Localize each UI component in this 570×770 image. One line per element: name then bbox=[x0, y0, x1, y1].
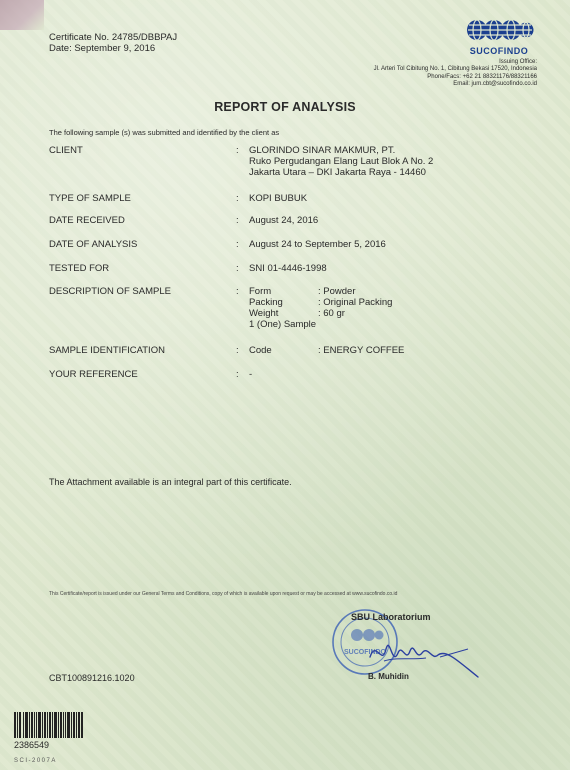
description-colon: : bbox=[236, 286, 239, 297]
date-received-colon: : bbox=[236, 215, 239, 226]
date-received-label: DATE RECEIVED bbox=[49, 215, 125, 226]
tested-for-colon: : bbox=[236, 263, 239, 274]
office-phone: Phone/Facs: +62 21 88321176/88321166 bbox=[427, 73, 537, 80]
client-label: CLIENT bbox=[49, 145, 83, 156]
code-label: Code bbox=[249, 345, 272, 356]
security-seal-corner bbox=[0, 0, 44, 30]
date-of-analysis-value: August 24 to September 5, 2016 bbox=[249, 239, 386, 250]
type-of-sample-colon: : bbox=[236, 193, 239, 204]
client-value bbox=[249, 145, 433, 178]
stamp-text: SUCOFINDO bbox=[344, 649, 386, 656]
sucofindo-globe-logo-icon bbox=[466, 16, 534, 44]
client-name: GLORINDO SINAR MAKMUR, PT. bbox=[249, 145, 396, 156]
date-of-analysis-colon: : bbox=[236, 239, 239, 250]
type-of-sample-label: TYPE OF SAMPLE bbox=[49, 193, 131, 204]
description-label: DESCRIPTION OF SAMPLE bbox=[49, 286, 171, 297]
logo-text: SUCOFINDO bbox=[469, 46, 529, 56]
date-of-analysis-label: DATE OF ANALYSIS bbox=[49, 239, 138, 250]
office-address: Jl. Arteri Tol Cibitung No. 1, Cibitung Bekasi 17520, Indonesia bbox=[373, 66, 537, 73]
form-label: Form bbox=[249, 286, 272, 297]
client-colon: : bbox=[236, 145, 239, 156]
certificate-date: Date: September 9, 2016 bbox=[49, 43, 156, 54]
client-address-2: Jakarta Utara – DKI Jakarta Raya - 14460 bbox=[249, 167, 426, 178]
tested-for-value: SNI 01-4446-1998 bbox=[249, 263, 327, 274]
your-reference-colon: : bbox=[236, 369, 239, 380]
your-reference-label: YOUR REFERENCE bbox=[49, 369, 138, 380]
signer-name: B. Muhidin bbox=[368, 672, 409, 681]
tested-for-label: TESTED FOR bbox=[49, 263, 110, 274]
issuing-office-line: Issuing Office: bbox=[499, 59, 537, 65]
sample-identification-label: SAMPLE IDENTIFICATION bbox=[49, 345, 165, 356]
weight-label: Weight bbox=[249, 308, 279, 319]
terms-note: This Certificate/report is issued under our General Terms and Conditions, copy of which is available upon request or may be accessed at www.sucofindo.co.id bbox=[49, 591, 398, 597]
sample-count: 1 (One) Sample bbox=[249, 319, 317, 330]
date-received-value: August 24, 2016 bbox=[249, 215, 319, 226]
attachment-note: The Attachment available is an integral part of this certificate. bbox=[49, 477, 292, 487]
weight-value: : 60 gr bbox=[318, 308, 345, 319]
reference-code: CBT100891216.1020 bbox=[49, 673, 135, 683]
report-title: REPORT OF ANALYSIS bbox=[214, 100, 356, 114]
your-reference-value: - bbox=[249, 369, 253, 380]
certificate-number: Certificate No. 24785/DBBPAJ bbox=[49, 32, 178, 43]
packing-label: Packing bbox=[249, 297, 283, 308]
report-intro: The following sample (s) was submitted and identified by the client as bbox=[49, 128, 280, 137]
form-value: : Powder bbox=[318, 286, 356, 297]
office-email: Email: jum.cbt@sucofindo.co.id bbox=[453, 81, 537, 88]
sample-identification-colon: : bbox=[236, 345, 239, 356]
code-value: : ENERGY COFFEE bbox=[318, 345, 405, 356]
barcode-icon bbox=[14, 712, 84, 738]
packing-value: : Original Packing bbox=[318, 297, 393, 308]
type-of-sample-value: KOPI BUBUK bbox=[249, 193, 308, 204]
barcode-number: 2386549 bbox=[14, 740, 50, 750]
form-code: SCI-2007A bbox=[14, 758, 57, 764]
issuing-office-block bbox=[374, 59, 537, 89]
sbu-label: SBU Laboratorium bbox=[351, 612, 431, 622]
client-address-1: Ruko Pergudangan Elang Laut Blok A No. 2 bbox=[249, 156, 434, 167]
